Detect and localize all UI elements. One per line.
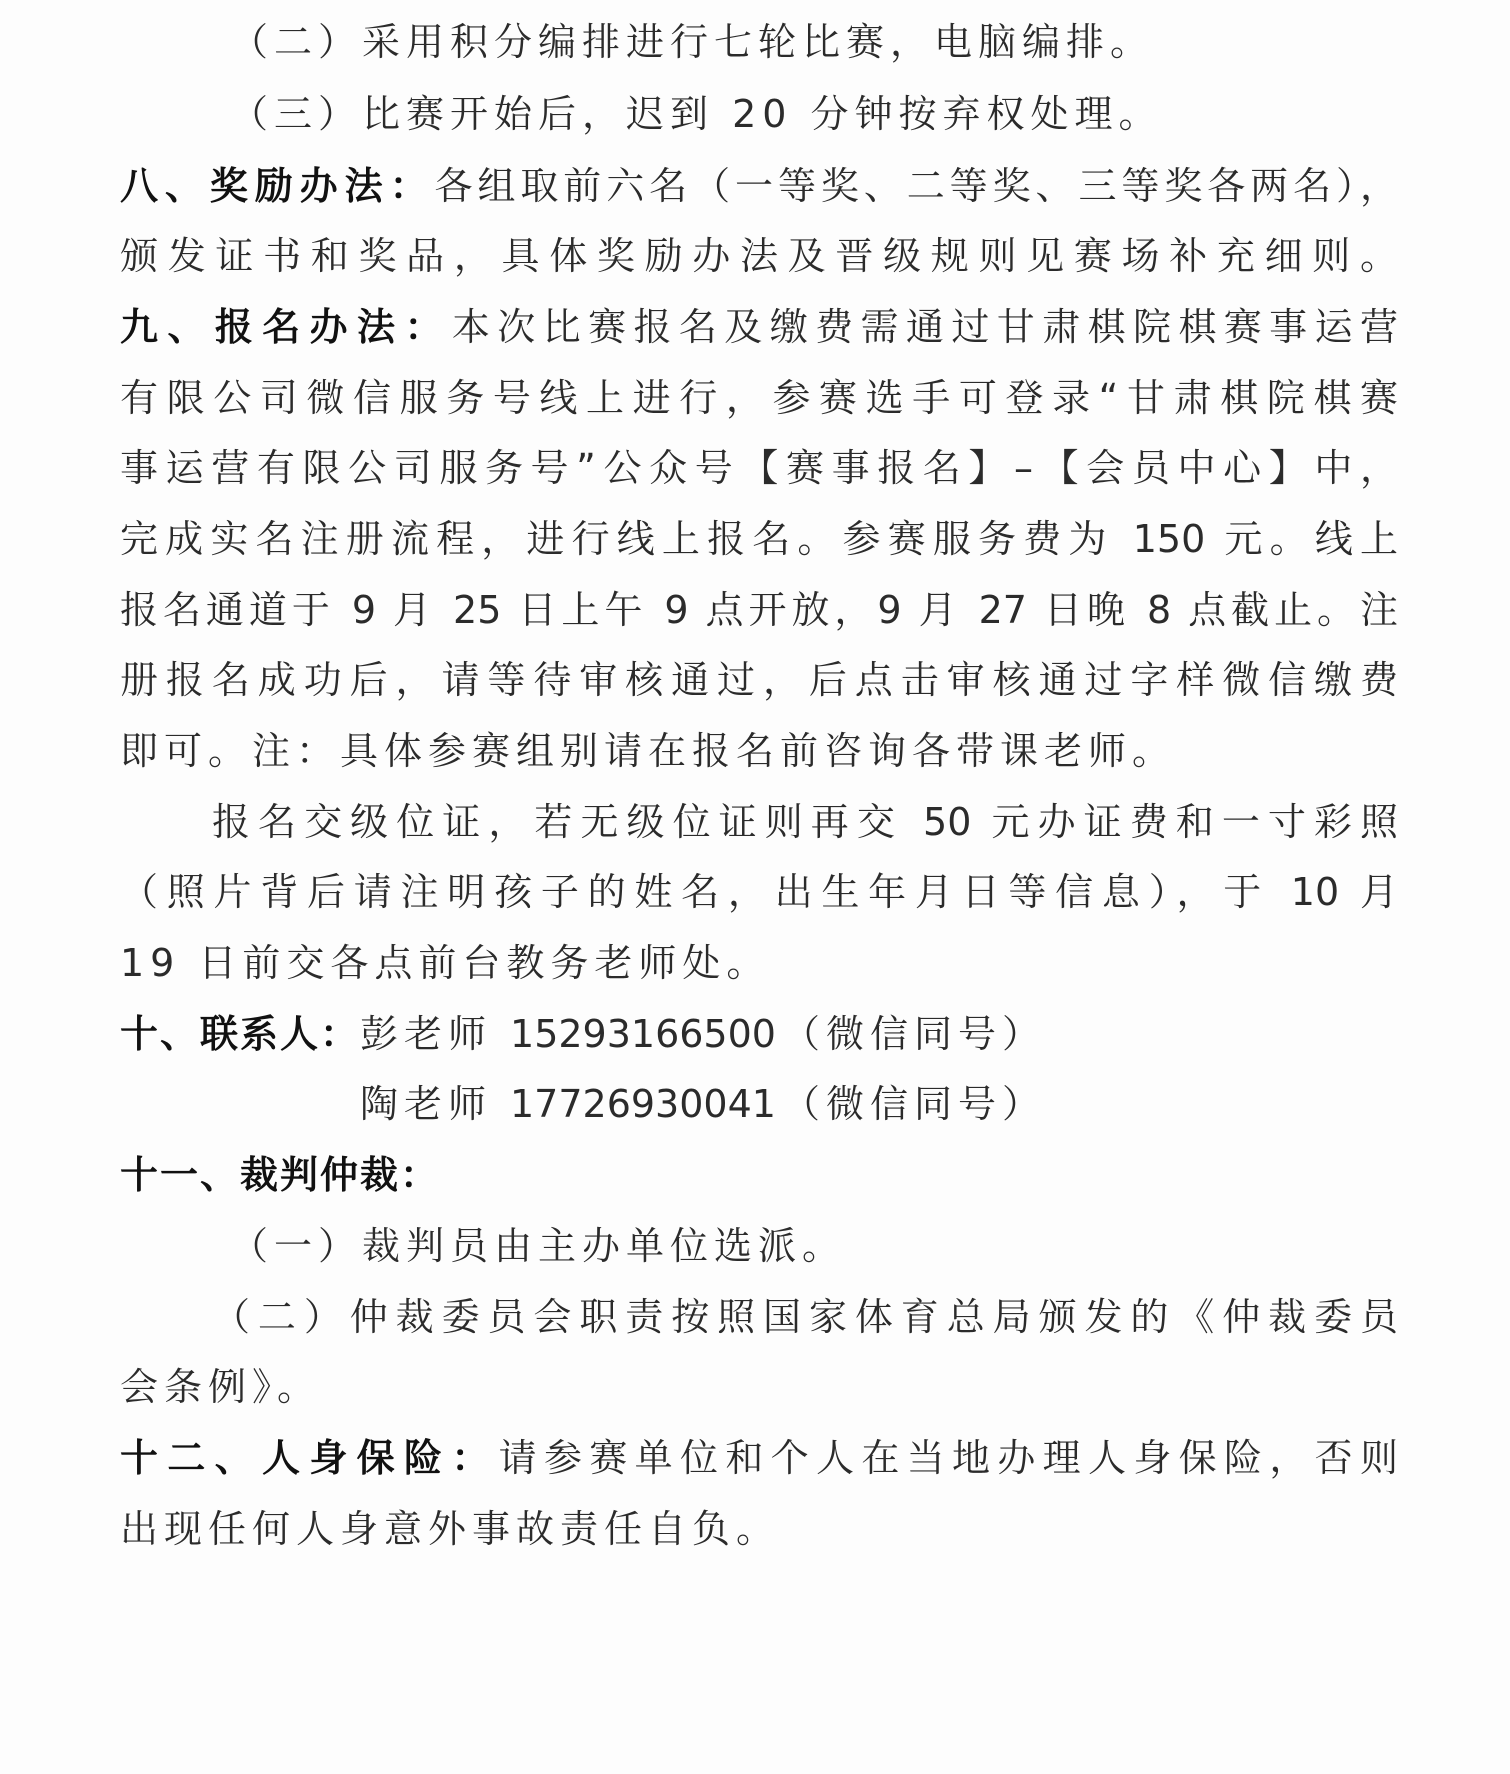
- awards-heading: 八、奖励办法：: [120, 164, 435, 208]
- rule-item-3: （三）比赛开始后，迟到 20 分钟按弃权处理。: [230, 92, 1163, 136]
- certificate-line-2: （照片背后请注明孩子的姓名，出生年月日等信息），于 10 月: [120, 870, 1398, 914]
- registration-line-2: 有限公司微信服务号线上进行，参赛选手可登录“甘肃棋院棋赛: [120, 376, 1398, 420]
- contact-row-1: [120, 1006, 1046, 1062]
- registration-text: 本次比赛报名及缴费需通过甘肃棋院棋赛事运营: [451, 305, 1398, 349]
- registration-line-3: 事运营有限公司服务号”公众号【赛事报名】–【会员中心】中，: [120, 446, 1398, 490]
- certificate-line-3: 19 日前交各点前台教务老师处。: [120, 941, 771, 985]
- registration-paragraph-line-1: [120, 299, 1398, 355]
- registration-line-4: 完成实名注册流程，进行线上报名。参赛服务费为 150 元。线上: [120, 517, 1398, 561]
- contact-name: 彭老师: [360, 1012, 493, 1056]
- awards-text: 各组取前六名（一等奖、二等奖、三等奖各两名），: [434, 164, 1398, 208]
- arbitration-item-1: （一）裁判员由主办单位选派。: [230, 1224, 847, 1268]
- contact-phone: 17726930041: [510, 1082, 776, 1126]
- registration-line-7: 即可。注：具体参赛组别请在报名前咨询各带课老师。: [120, 729, 1177, 773]
- rule-item-2: （二）采用积分编排进行七轮比赛，电脑编排。: [230, 20, 1155, 64]
- contact-row-2: [360, 1076, 1046, 1132]
- insurance-line-2: 出现任何人身意外事故责任自负。: [120, 1507, 781, 1551]
- certificate-line-1: 报名交级位证，若无级位证则再交 50 元办证费和一寸彩照: [212, 800, 1398, 844]
- contact-phone: 15293166500: [510, 1012, 776, 1056]
- insurance-paragraph-line-1: [120, 1430, 1398, 1486]
- arbitration-heading: 十一、裁判仲裁：: [120, 1153, 441, 1197]
- contact-note: （微信同号）: [781, 1082, 1046, 1126]
- registration-line-6: 册报名成功后，请等待审核通过，后点击审核通过字样微信缴费: [120, 658, 1398, 702]
- awards-paragraph-line-1: [120, 158, 1398, 214]
- awards-paragraph-line-2: 颁发证书和奖品，具体奖励办法及晋级规则见赛场补充细则。: [120, 234, 1398, 278]
- arbitration-item-2-line-2: 会条例》。: [120, 1365, 322, 1409]
- registration-heading: 九、报名办法：: [120, 305, 452, 349]
- registration-line-5: 报名通道于 9 月 25 日上午 9 点开放，9 月 27 日晚 8 点截止。注: [120, 588, 1398, 632]
- contact-note: （微信同号）: [781, 1012, 1046, 1056]
- arbitration-item-2-line-1: （二）仲裁委员会职责按照国家体育总局颁发的《仲裁委员: [212, 1295, 1398, 1339]
- contacts-heading: 十、联系人：: [120, 1012, 361, 1056]
- insurance-text: 请参赛单位和个人在当地办理人身保险，否则: [498, 1436, 1398, 1480]
- contact-name: 陶老师: [360, 1082, 493, 1126]
- insurance-heading: 十二、人身保险：: [120, 1436, 499, 1480]
